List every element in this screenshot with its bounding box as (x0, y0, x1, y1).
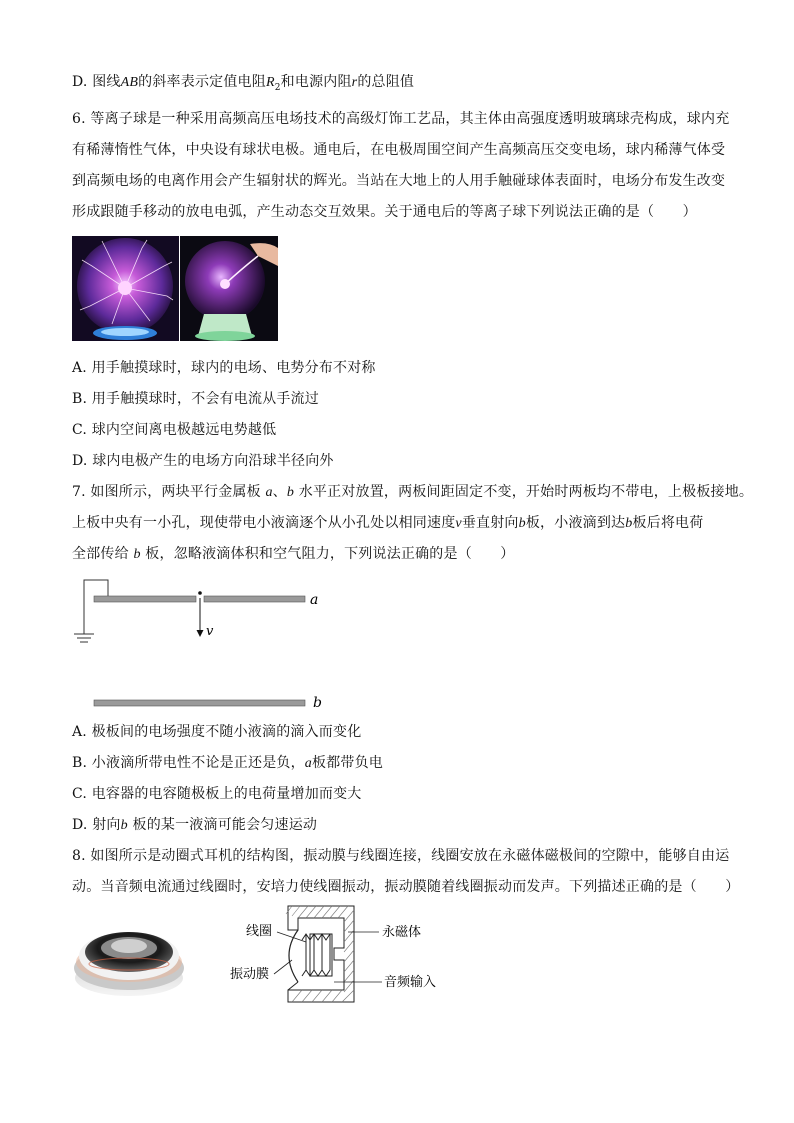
label-membrane: 振动膜 (230, 967, 270, 982)
q7-option-a: A. 极板间的电场强度不随小液滴的滴入而变化 (72, 724, 362, 740)
plate-a-left (94, 596, 196, 602)
earphone-structure-diagram (222, 900, 452, 1010)
q6-stem-line-4: 形成跟随手移动的放电电弧，产生动态交互效果。关于通电后的等离子球下列说法正确的是（ ） (72, 204, 697, 220)
q7-stem-line-3: 全部传给 b 板，忽略液滴体积和空气阻力，下列说法正确的是（ ） (72, 546, 515, 562)
label-magnet: 永磁体 (382, 925, 422, 940)
label-b: b (313, 695, 322, 711)
q8-stem-line-1: 8. 如图所示是动圈式耳机的结构图，振动膜与线圈连接，线圈安放在永磁体磁极间的空隙中，能够自由运 (72, 848, 730, 864)
q7-option-b: B. 小液滴所带电性不论是正还是负，a板都带负电 (72, 755, 383, 771)
q6-option-b: B. 用手触摸球时，不会有电流从手流过 (72, 391, 319, 407)
q7-stem-line-1: 7. 如图所示，两块平行金属板 a、b 水平正对放置，两板间距固定不变，开始时两板均不带电，上极板接地。 (72, 484, 754, 500)
plasma-ball-photo-left (72, 236, 179, 341)
label-v: v (206, 624, 214, 639)
capacitor-diagram (66, 574, 336, 714)
q6-stem-line-1: 6. 等离子球是一种采用高频高压电场技术的高级灯饰工艺品，其主体由高强度透明玻璃球壳构成，球内充 (72, 111, 730, 127)
earphone-driver-photo (72, 912, 186, 1000)
q7-stem-line-2: 上板中央有一小孔，现使带电小液滴逐个从小孔处以相同速度v垂直射向b板，小液滴到达b板后将电荷 (72, 515, 704, 531)
plate-b (94, 700, 305, 706)
label-audio-input: 音频输入 (384, 975, 437, 990)
q8-stem-line-2: 动。当音频电流通过线圈时，安培力使线圈振动，振动膜随着线圈振动而发声。下列描述正确的是（ ） (72, 879, 740, 895)
q6-option-d: D. 球内电极产生的电场方向沿球半径向外 (72, 453, 334, 469)
r2-symbol: R (265, 75, 275, 90)
label-a: a (310, 592, 319, 608)
q7-option-d: D. 射向b 板的某一液滴可能会匀速运动 (72, 817, 318, 833)
q7-option-c: C. 电容器的电容随极板上的电荷量增加而变大 (72, 786, 362, 802)
plate-a-right (204, 596, 305, 602)
plasma-ball-photo-right (180, 236, 278, 341)
ab-symbol: AB (120, 75, 139, 90)
label-coil: 线圈 (246, 924, 273, 939)
droplet (198, 591, 202, 595)
r-symbol: r (351, 75, 358, 90)
q6-stem-line-2: 有稀薄惰性气体，中央设有球状电极。通电后，在电极周围空间产生高频高压交变电场，球内稀薄气体受 (72, 142, 726, 158)
q6-option-c: C. 球内空间离电极越远电势越低 (72, 422, 277, 438)
q5-option-d: D. 图线AB的斜率表示定值电阻$R_2$和电源内阻r的总阻值 (72, 74, 415, 93)
q6-stem-line-3: 到高频电场的电离作用会产生辐射状的辉光。当站在大地上的人用手触碰球体表面时，电场分布发生改变 (72, 173, 726, 189)
q6-option-a: A. 用手触摸球时，球内的电场、电势分布不对称 (72, 360, 376, 376)
